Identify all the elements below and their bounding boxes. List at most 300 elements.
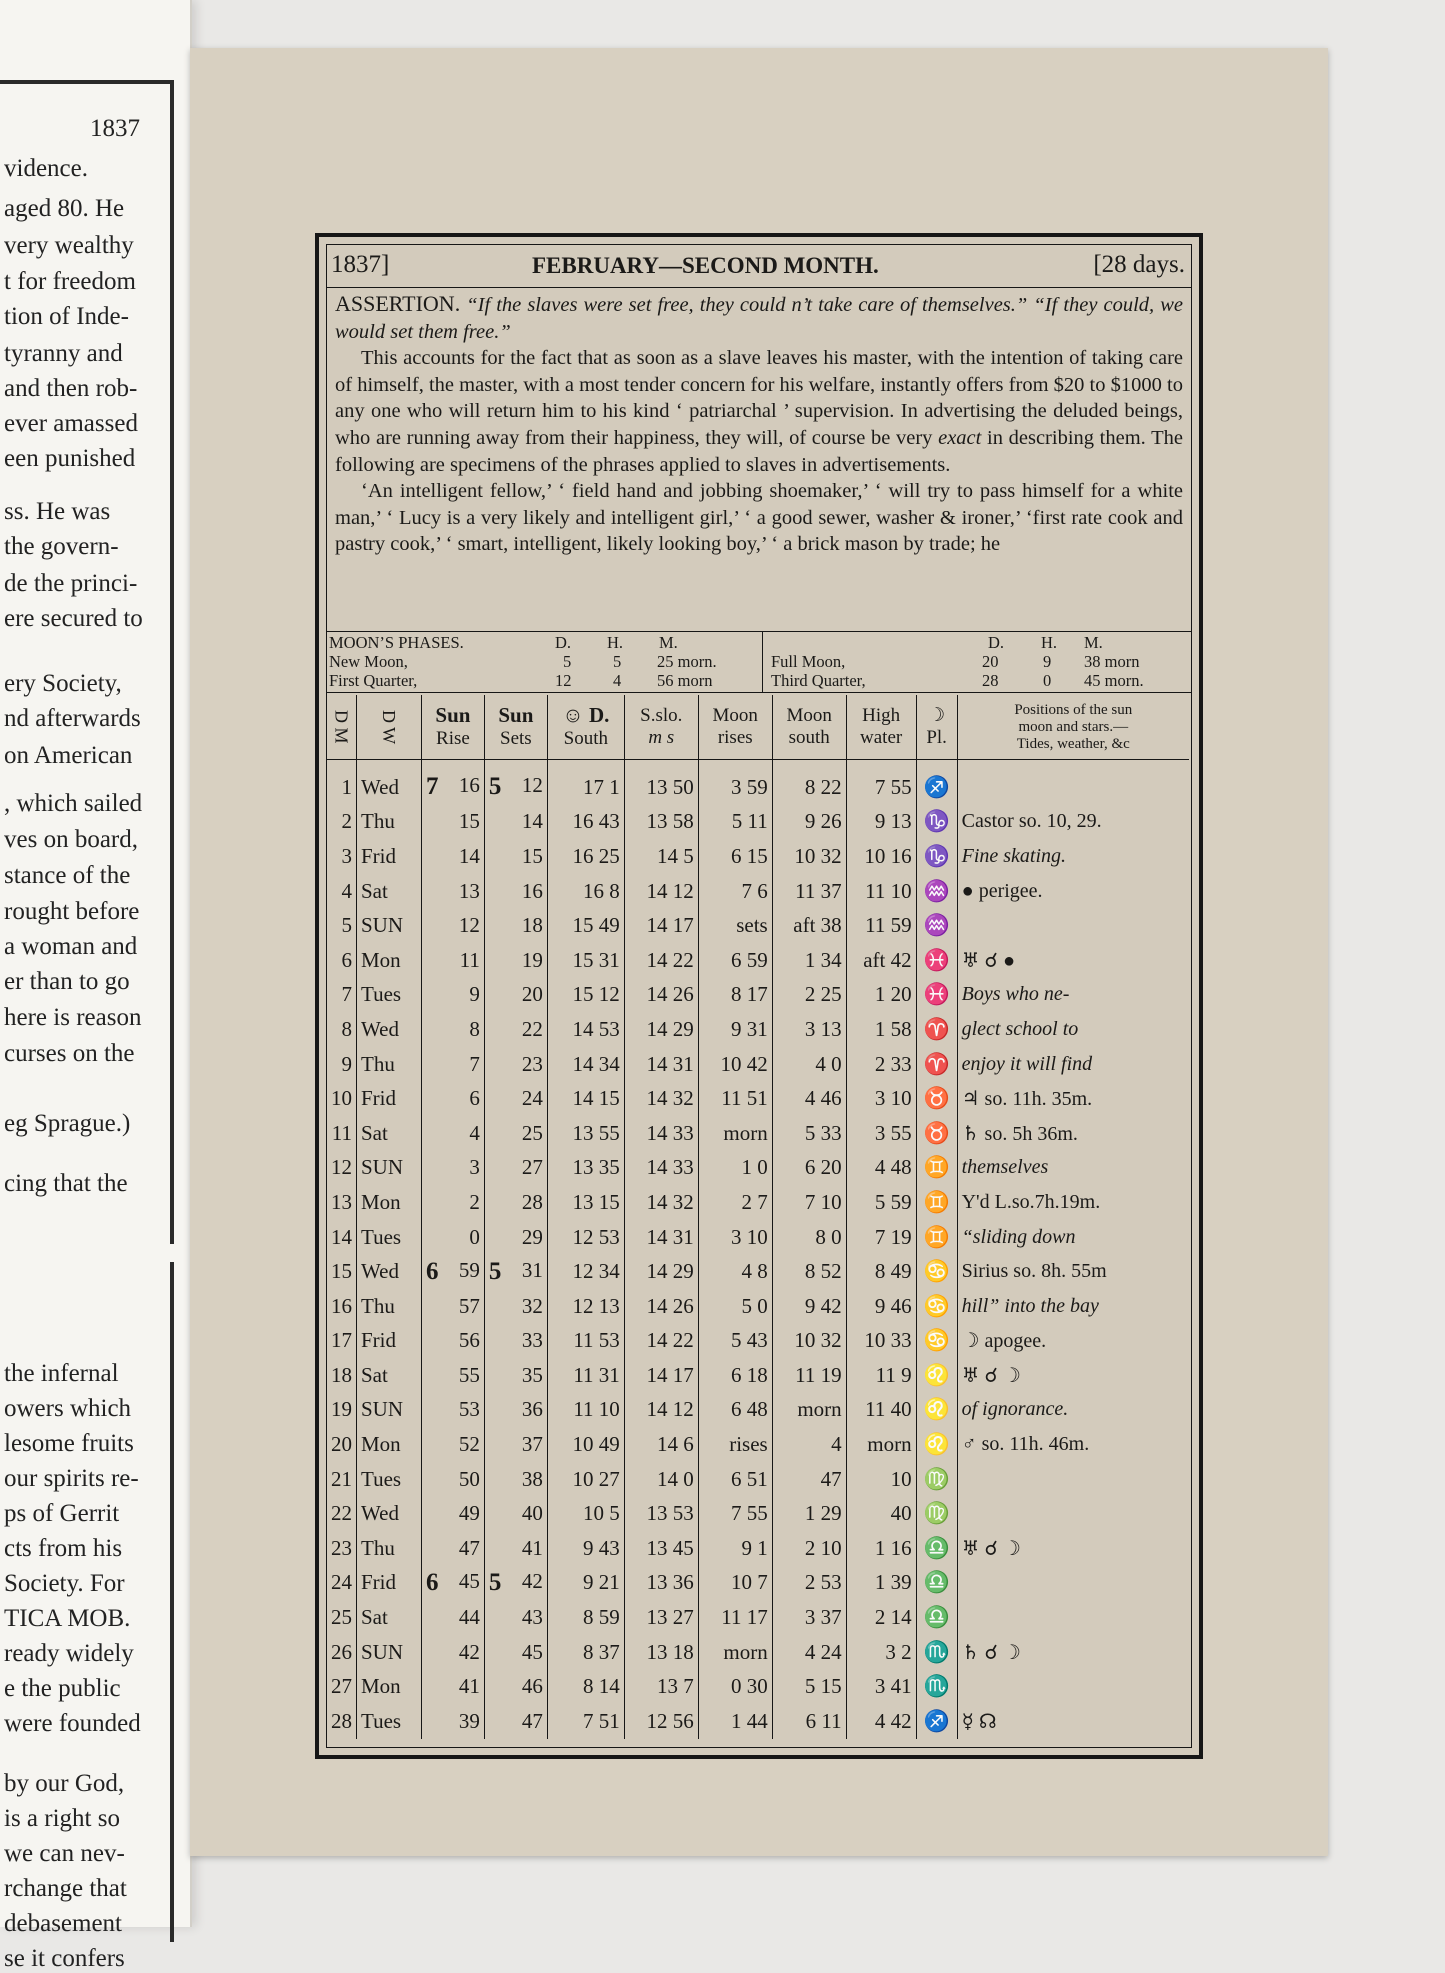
sun-slow-cell: 13 18 [624, 1635, 698, 1670]
facing-page-line: ready widely [4, 1640, 134, 1667]
facing-page-line: tyranny and [4, 340, 123, 367]
moon-rises-cell: 3 59 [698, 770, 772, 805]
day-of-month-cell: 15 [327, 1254, 357, 1289]
facing-page-line: on American [4, 742, 133, 769]
table-row [327, 1531, 1189, 1566]
sun-south-cell: 10 49 [547, 1427, 624, 1462]
sun-south-cell: 15 12 [547, 978, 624, 1013]
sun-south-cell: 10 27 [547, 1462, 624, 1497]
high-water-cell: 1 16 [846, 1531, 916, 1566]
day-of-week-cell: Sat [357, 1116, 422, 1151]
facing-page-line: owers which [4, 1395, 132, 1422]
note-cell: Fine skating. [961, 844, 1067, 867]
sun-rise-minute: 4 [469, 1120, 480, 1145]
sun-south-cell: 14 15 [547, 1081, 624, 1116]
sun-sets-hour: 5 [488, 1568, 502, 1596]
sun-south-cell: 16 43 [547, 805, 624, 840]
note-cell: Sirius so. 8h. 55m [961, 1260, 1107, 1283]
col-header-sunsets [484, 695, 547, 760]
moon-place-cell: ♒ [916, 908, 957, 943]
moon-south-cell: 9 26 [772, 805, 846, 840]
sun-sets-cell [484, 1324, 547, 1359]
moon-south-cell: 2 25 [772, 978, 846, 1013]
sun-sets-cell [484, 1081, 547, 1116]
sun-slow-cell: 14 6 [624, 1427, 698, 1462]
moon-place-cell: ♊ [916, 1151, 957, 1186]
table-row [327, 1185, 1189, 1220]
moon-rises-cell: 2 7 [698, 1185, 772, 1220]
moon-rises-cell: 6 48 [698, 1393, 772, 1428]
note-cell [957, 1600, 1189, 1635]
moon-rises-cell: 7 6 [698, 874, 772, 909]
high-water-cell: 5 59 [846, 1185, 916, 1220]
moon-rises-cell: 5 11 [698, 805, 772, 840]
note-cell [957, 770, 1189, 805]
sun-slow-cell: 14 22 [624, 943, 698, 978]
sun-slow-cell: 14 0 [624, 1462, 698, 1497]
moon-south-cell: 1 29 [772, 1496, 846, 1531]
sun-sets-cell [484, 908, 547, 943]
sun-rise-minute: 2 [469, 1189, 480, 1214]
note-cell: themselves [961, 1156, 1049, 1179]
moon-rises-cell: 1 0 [698, 1151, 772, 1186]
moon-south-cell: 3 37 [772, 1600, 846, 1635]
day-of-month-cell: 3 [327, 839, 357, 874]
sun-slow-cell: 14 17 [624, 1358, 698, 1393]
moon-phases-divider [762, 632, 763, 692]
high-water-cell: 2 14 [846, 1600, 916, 1635]
moon-south-cell: aft 38 [772, 908, 846, 943]
sun-sets-cell [484, 805, 547, 840]
phase-new-moon: New Moon, [329, 652, 408, 671]
sun-south-cell: 8 14 [547, 1669, 624, 1704]
sun-south-cell: 11 53 [547, 1324, 624, 1359]
phase-value: 25 morn. [657, 652, 717, 671]
moon-south-cell: 10 32 [772, 839, 846, 874]
sun-sets-minute: 27 [521, 1155, 543, 1180]
note-cell: glect school to [961, 1017, 1079, 1040]
moon-phases [327, 631, 1191, 693]
day-of-month-cell: 6 [327, 943, 357, 978]
sun-south-cell: 12 13 [547, 1289, 624, 1324]
assertion-label: ASSERTION. [335, 291, 461, 316]
moon-place-cell: ♋ [916, 1324, 957, 1359]
moon-place-cell: ♉ [916, 1116, 957, 1151]
facing-page-line: t for freedom [4, 268, 136, 295]
header-days: [28 days. [1093, 251, 1185, 278]
moon-rises-cell: 9 1 [698, 1531, 772, 1566]
table-row [327, 1151, 1189, 1186]
facing-page-line: and then rob- [4, 375, 138, 402]
table-row [327, 1427, 1189, 1462]
sun-slow-cell: 13 27 [624, 1600, 698, 1635]
col-header-south-2: South [563, 728, 608, 749]
note-cell: enjoy it will find [961, 1052, 1093, 1075]
col-header-sun-south [547, 695, 624, 760]
phase-value: 45 morn. [1084, 671, 1144, 690]
col-header-moon-place [916, 695, 957, 760]
sun-rise-minute: 53 [458, 1397, 480, 1422]
sun-sets-minute: 41 [521, 1535, 543, 1560]
day-of-month-cell: 8 [327, 1012, 357, 1047]
page-border [315, 233, 1203, 1759]
day-of-month-cell: 13 [327, 1185, 357, 1220]
sun-sets-minute: 24 [521, 1086, 543, 1111]
facing-page-line: rchange that [4, 1875, 127, 1902]
moon-phases-col-h2: H. [1041, 633, 1058, 652]
header-year: 1837] [331, 251, 390, 278]
moon-place-cell: ♌ [916, 1427, 957, 1462]
facing-page-line: er than to go [4, 968, 130, 995]
day-of-week-cell: Frid [357, 1081, 422, 1116]
sun-sets-cell [484, 1531, 547, 1566]
sun-south-cell: 12 53 [547, 1220, 624, 1255]
moon-place-cell: ♐ [916, 770, 957, 805]
high-water-cell: 9 13 [846, 805, 916, 840]
note-cell [957, 908, 1189, 943]
day-of-week-cell: Tues [357, 1220, 422, 1255]
day-of-week-cell: Sat [357, 1358, 422, 1393]
note-cell [957, 1669, 1189, 1704]
moon-phases-label: MOON’S PHASES. [329, 633, 464, 652]
moon-south-cell: 1 34 [772, 943, 846, 978]
day-of-month-cell: 18 [327, 1358, 357, 1393]
sun-sets-cell [484, 1289, 547, 1324]
sun-rise-minute: 7 [469, 1051, 480, 1076]
day-of-week-cell: Wed [357, 1496, 422, 1531]
sun-sets-cell [484, 1566, 547, 1601]
sun-sets-cell [484, 1600, 547, 1635]
sun-slow-cell: 13 45 [624, 1531, 698, 1566]
col-header-sunrise-1: Sun [435, 703, 471, 727]
day-of-month-cell: 27 [327, 1669, 357, 1704]
phase-value: 20 [982, 652, 999, 671]
sun-sets-cell [484, 1669, 547, 1704]
sun-rise-minute: 56 [458, 1328, 480, 1353]
facing-page-line: 1837 [90, 115, 140, 142]
sun-sets-minute: 45 [521, 1639, 543, 1664]
col-header-sunrise-2: Rise [436, 728, 470, 749]
high-water-cell: 2 33 [846, 1047, 916, 1082]
note-cell: of ignorance. [961, 1398, 1069, 1421]
sun-sets-cell [484, 1254, 547, 1289]
phase-value: 4 [613, 671, 622, 690]
sun-rise-cell [421, 978, 484, 1013]
high-water-cell: 10 [846, 1462, 916, 1497]
sun-slow-cell: 14 26 [624, 978, 698, 1013]
sun-rise-cell [421, 1047, 484, 1082]
note-cell: “sliding down [961, 1225, 1076, 1248]
sun-slow-cell: 13 58 [624, 805, 698, 840]
note-cell: ♂ so. 11h. 46m. [961, 1433, 1090, 1456]
moon-rises-cell: sets [698, 908, 772, 943]
moon-place-cell: ♉ [916, 1081, 957, 1116]
sun-slow-cell: 13 50 [624, 770, 698, 805]
moon-place-cell: ♈ [916, 1012, 957, 1047]
sun-rise-cell [421, 1289, 484, 1324]
moon-place-cell: ♏ [916, 1669, 957, 1704]
moon-place-cell: ♓ [916, 978, 957, 1013]
facing-page-line: nd afterwards [4, 705, 141, 732]
sun-rise-minute: 49 [458, 1501, 480, 1526]
day-of-month-cell: 2 [327, 805, 357, 840]
moon-south-cell: 11 37 [772, 874, 846, 909]
moon-place-cell: ♎ [916, 1566, 957, 1601]
table-row [327, 874, 1189, 909]
sun-sets-cell [484, 1427, 547, 1462]
sun-rise-hour: 7 [425, 773, 439, 801]
sun-sets-minute: 25 [521, 1120, 543, 1145]
phase-value: 5 [563, 652, 572, 671]
col-header-pl-2: Pl. [926, 727, 947, 748]
facing-page-line: de the princi- [4, 570, 138, 597]
sun-sets-minute: 20 [521, 982, 543, 1007]
sun-sets-minute: 14 [521, 809, 543, 834]
moon-south-cell: 6 20 [772, 1151, 846, 1186]
sun-rise-cell [421, 1012, 484, 1047]
day-of-week-cell: Frid [357, 1566, 422, 1601]
note-cell: hill” into the bay [961, 1294, 1099, 1317]
table-row [327, 978, 1189, 1013]
high-water-cell: 3 10 [846, 1081, 916, 1116]
sun-rise-cell [421, 908, 484, 943]
table-row [327, 1393, 1189, 1428]
facing-page-line: cts from his [4, 1535, 123, 1562]
sun-sets-cell [484, 1012, 547, 1047]
sun-sets-cell [484, 874, 547, 909]
phase-full-moon: Full Moon, [771, 652, 846, 671]
page-inner-border [326, 244, 1192, 1748]
table-row [327, 1116, 1189, 1151]
day-of-month-cell: 25 [327, 1600, 357, 1635]
col-header-south-1: ☺ D. [562, 703, 610, 727]
sun-rise-cell [421, 1462, 484, 1497]
note-cell: ♄ ☌ ☽ [961, 1641, 1021, 1664]
sun-sets-minute: 29 [521, 1224, 543, 1249]
assertion-quote: “If the slaves were set free, they could n’t take care of themselves.” “If they could, we would set them free.” [335, 294, 1184, 343]
sun-rise-minute: 57 [458, 1293, 480, 1318]
moon-rises-cell: 6 15 [698, 839, 772, 874]
calendar-body [327, 760, 1189, 1739]
sun-sets-cell [484, 1358, 547, 1393]
facing-page-line: ever amassed [4, 410, 138, 437]
sun-sets-cell [484, 1704, 547, 1739]
moon-rises-cell: 10 42 [698, 1047, 772, 1082]
moon-place-cell: ♎ [916, 1600, 957, 1635]
moon-south-cell: 8 22 [772, 770, 846, 805]
high-water-cell: 1 20 [846, 978, 916, 1013]
high-water-cell: 11 9 [846, 1358, 916, 1393]
sun-rise-minute: 50 [458, 1466, 480, 1491]
moon-rises-cell: 8 17 [698, 978, 772, 1013]
moon-rises-cell: 7 55 [698, 1496, 772, 1531]
table-row [327, 805, 1189, 840]
table-header-row [327, 695, 1189, 760]
sun-south-cell: 13 35 [547, 1151, 624, 1186]
moon-place-cell: ♑ [916, 805, 957, 840]
table-row [327, 943, 1189, 978]
table-row [327, 1496, 1189, 1531]
facing-page-line: ves on board, [4, 826, 138, 853]
day-of-week-cell: Wed [357, 770, 422, 805]
facing-page [0, 0, 192, 1972]
table-row [327, 1324, 1189, 1359]
sun-sets-cell [484, 839, 547, 874]
facing-page-line: were founded [4, 1710, 141, 1737]
day-of-month-cell: 1 [327, 770, 357, 805]
sun-rise-cell [421, 1600, 484, 1635]
sun-rise-cell [421, 874, 484, 909]
sun-south-cell: 8 59 [547, 1600, 624, 1635]
sun-sets-minute: 19 [521, 947, 543, 972]
table-row [327, 1081, 1189, 1116]
sun-rise-cell [421, 943, 484, 978]
col-header-moonsouth-1: Moon [786, 705, 832, 726]
facing-page-line: a woman and [4, 933, 138, 960]
sun-sets-cell [484, 1151, 547, 1186]
moon-place-cell: ♋ [916, 1254, 957, 1289]
day-of-month-cell: 22 [327, 1496, 357, 1531]
day-of-week-cell: Mon [357, 1669, 422, 1704]
day-of-week-cell: Tues [357, 978, 422, 1013]
facing-page-line: curses on the [4, 1040, 135, 1067]
sun-slow-cell: 14 22 [624, 1324, 698, 1359]
table-row [327, 908, 1189, 943]
sun-sets-cell [484, 1185, 547, 1220]
moon-south-cell: 8 0 [772, 1220, 846, 1255]
note-cell: ♅ ☌ ● [961, 949, 1016, 972]
sun-rise-cell [421, 1427, 484, 1462]
moon-rises-cell: morn [698, 1116, 772, 1151]
facing-page-line: ery Society, [4, 670, 122, 697]
day-of-week-cell: Mon [357, 943, 422, 978]
sun-rise-minute: 59 [458, 1257, 480, 1282]
moon-place-cell: ♎ [916, 1531, 957, 1566]
moon-rises-cell: 10 7 [698, 1566, 772, 1601]
day-of-week-cell: SUN [357, 1151, 422, 1186]
day-of-week-cell: Thu [357, 1289, 422, 1324]
facing-page-line: by our God, [4, 1770, 125, 1797]
day-of-week-cell: Wed [357, 1254, 422, 1289]
day-of-week-cell: SUN [357, 908, 422, 943]
moon-place-cell: ♈ [916, 1047, 957, 1082]
moon-place-cell: ♌ [916, 1358, 957, 1393]
essay-paragraph-1b: in describing them. The following are specimens of the phrases applied to slaves in advertisements. [335, 426, 1183, 476]
sun-sets-minute: 40 [521, 1501, 543, 1526]
sun-rise-hour: 6 [425, 1257, 439, 1285]
table-row [327, 1635, 1189, 1670]
sun-slow-cell: 14 12 [624, 1393, 698, 1428]
header-month-title: FEBRUARY—SECOND MONTH. [532, 253, 879, 278]
moon-place-cell: ♍ [916, 1496, 957, 1531]
col-header-sunsets-2: Sets [500, 728, 532, 749]
moon-south-cell: 4 [772, 1427, 846, 1462]
sun-sets-cell [484, 1393, 547, 1428]
phase-value: 12 [555, 671, 572, 690]
moon-south-cell: 8 52 [772, 1254, 846, 1289]
moon-south-cell: 6 11 [772, 1704, 846, 1739]
sun-sets-cell [484, 1496, 547, 1531]
high-water-cell: 11 59 [846, 908, 916, 943]
phase-value: 0 [1043, 671, 1052, 690]
sun-slow-cell: 14 32 [624, 1185, 698, 1220]
high-water-cell: 10 33 [846, 1324, 916, 1359]
facing-page-line: the govern- [4, 533, 119, 560]
sun-rise-minute: 41 [458, 1674, 480, 1699]
moon-place-cell: ♓ [916, 943, 957, 978]
high-water-cell: morn [846, 1427, 916, 1462]
moon-phases-col-d: D. [555, 633, 572, 652]
sun-slow-cell: 14 17 [624, 908, 698, 943]
sun-south-cell: 9 21 [547, 1566, 624, 1601]
day-of-month-cell: 28 [327, 1704, 357, 1739]
high-water-cell: 7 19 [846, 1220, 916, 1255]
col-header-high-2: water [860, 727, 903, 748]
day-of-week-cell: Tues [357, 1462, 422, 1497]
phase-value: 5 [613, 652, 622, 671]
day-of-month-cell: 16 [327, 1289, 357, 1324]
moon-place-cell: ♍ [916, 1462, 957, 1497]
high-water-cell: 3 41 [846, 1669, 916, 1704]
moon-rises-cell: 6 59 [698, 943, 772, 978]
sun-slow-cell: 14 32 [624, 1081, 698, 1116]
sun-slow-cell: 14 29 [624, 1254, 698, 1289]
col-header-sun-slow [624, 695, 698, 760]
moon-place-cell: ♊ [916, 1220, 957, 1255]
sun-rise-minute: 0 [469, 1224, 480, 1249]
sun-rise-minute: 15 [458, 809, 480, 834]
moon-south-cell: 7 10 [772, 1185, 846, 1220]
sun-sets-minute: 42 [521, 1568, 543, 1593]
table-row [327, 1254, 1189, 1289]
facing-page-line: our spirits re- [4, 1465, 139, 1492]
note-cell: Y'd L.so.7h.19m. [961, 1190, 1101, 1213]
col-header-high-1: High [862, 705, 901, 726]
high-water-cell: 1 58 [846, 1012, 916, 1047]
sun-sets-minute: 47 [521, 1708, 543, 1733]
moon-south-cell: 4 24 [772, 1635, 846, 1670]
day-of-week-cell: Thu [357, 1531, 422, 1566]
essay-paragraph-2: ‘An intelligent fellow,’ ‘ field hand and jobbing shoemaker,’ ‘ will try to pass himself for a white man,’ ‘ Lucy is a very likely and intelligent girl,’ ‘ a good sewer, washer & ironer,’ ‘first rate cook and pastry cook,’ ‘ smart, intelligent, likely looking boy,’ ‘ a brick mason by trade; he [335, 480, 1183, 556]
sun-rise-cell [421, 770, 484, 805]
facing-page-line: rought before [4, 898, 140, 925]
high-water-cell: 4 42 [846, 1704, 916, 1739]
col-header-sslo-2: m s [648, 727, 675, 748]
day-of-week-cell: SUN [357, 1635, 422, 1670]
essay-emphasis: exact [938, 426, 982, 449]
day-of-week-cell: Mon [357, 1427, 422, 1462]
sun-rise-cell [421, 1635, 484, 1670]
note-cell [957, 1496, 1189, 1531]
facing-page-line: TICA MOB. [4, 1605, 131, 1632]
sun-slow-cell: 14 33 [624, 1151, 698, 1186]
sun-south-cell: 15 31 [547, 943, 624, 978]
sun-sets-minute: 35 [521, 1362, 543, 1387]
moon-rises-cell: 0 30 [698, 1669, 772, 1704]
sun-sets-cell [484, 1220, 547, 1255]
day-of-month-cell: 10 [327, 1081, 357, 1116]
sun-rise-minute: 16 [458, 773, 480, 798]
facing-page-line: e the public [4, 1675, 121, 1702]
day-of-month-cell: 9 [327, 1047, 357, 1082]
moon-phases-col-m2: M. [1084, 633, 1103, 652]
note-cell: ☿ ☊ [961, 1710, 997, 1733]
high-water-cell: 11 40 [846, 1393, 916, 1428]
day-of-week-cell: Wed [357, 1012, 422, 1047]
sun-rise-cell [421, 1324, 484, 1359]
sun-rise-hour: 6 [425, 1568, 439, 1596]
sun-rise-minute: 52 [458, 1432, 480, 1457]
